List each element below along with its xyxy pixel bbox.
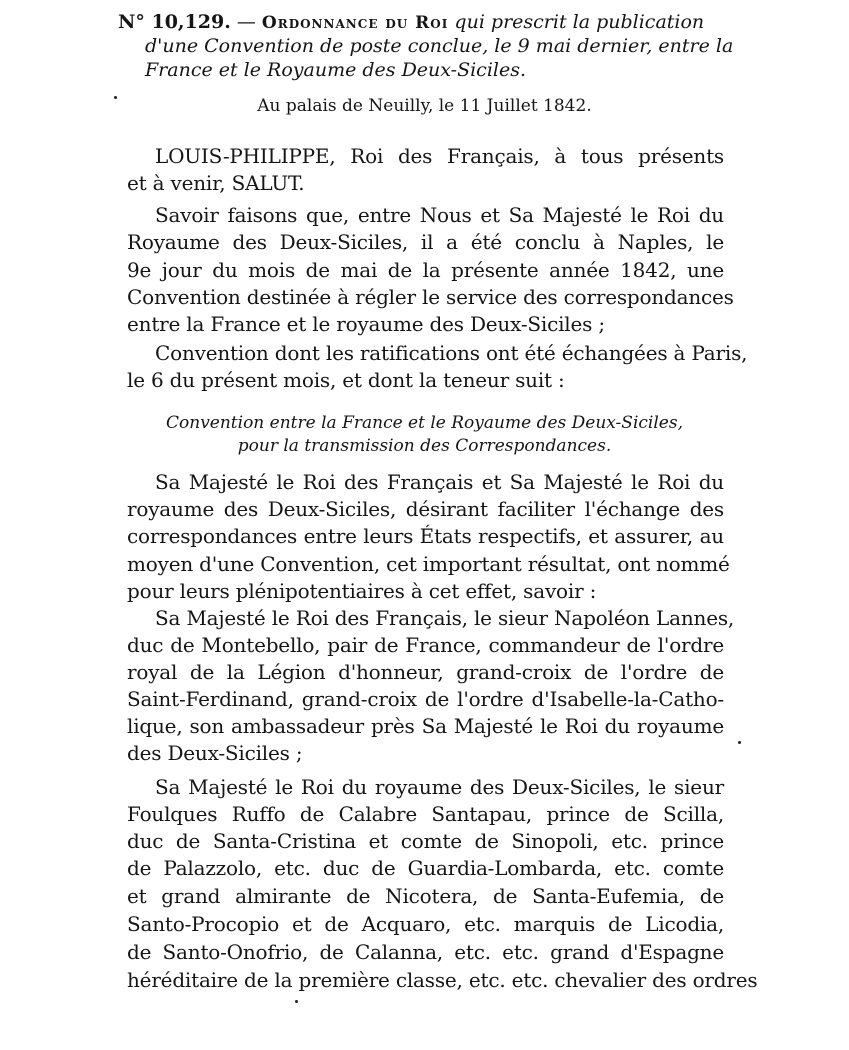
- text-line: de Santo-Onofrio, de Calanna, etc. etc. grand d'Espagne: [127, 940, 724, 964]
- text-line: LOUIS-PHILIPPE, Roi des Français, à tous présents: [155, 144, 724, 168]
- text-line: duc de Montebello, pair de France, commandeur de l'ordre: [127, 633, 724, 657]
- text-line: moyen d'une Convention, cet important résultat, ont nommé: [127, 552, 730, 576]
- text-line: Royaume des Deux-Siciles, il a été conclu à Naples, le: [127, 230, 724, 254]
- text-line: Saint-Ferdinand, grand-croix de l'ordre d'Isabelle-la-Catho-: [127, 687, 724, 711]
- text-line: Foulques Ruffo de Calabre Santapau, prince de Scilla,: [127, 802, 724, 826]
- place-and-date: Au palais de Neuilly, le 11 Juillet 1842.: [257, 96, 592, 116]
- text-line: et à venir, SALUT.: [127, 171, 305, 195]
- text-line: entre la France et le royaume des Deux-Siciles ;: [127, 312, 605, 336]
- ordinance-title-line-3: France et le Royaume des Deux-Siciles.: [145, 59, 527, 81]
- text-line: Santo-Procopio et de Acquaro, etc. marquis de Licodia,: [127, 912, 724, 936]
- ink-speck: [738, 741, 741, 744]
- text-line: lique, son ambassadeur près Sa Majesté le Roi du royaume: [127, 714, 724, 738]
- text-line: royaume des Deux-Siciles, désirant faciliter l'échange des: [127, 497, 724, 521]
- text-line: 9e jour du mois de mai de la présente année 1842, une: [127, 258, 724, 282]
- text-line: Convention destinée à régler le service des correspondances: [127, 285, 734, 309]
- ordinance-title-line-2: d'une Convention de poste conclue, le 9 mai dernier, entre la: [145, 35, 734, 57]
- text-line: le 6 du présent mois, et dont la teneur suit :: [127, 368, 565, 392]
- text-line: pour leurs plénipotentiaires à cet effet, savoir :: [127, 579, 597, 603]
- text-line: correspondances entre leurs États respectifs, et assurer, au: [127, 524, 724, 548]
- text-line: duc de Santa-Cristina et comte de Sinopoli, etc. prince: [127, 829, 724, 853]
- text-line: Sa Majesté le Roi des Français et Sa Majesté le Roi du: [155, 470, 724, 494]
- text-line: de Palazzolo, etc. duc de Guardia-Lombarda, etc. comte: [127, 856, 724, 880]
- title-small-caps: Ordonnance du Roi: [261, 13, 449, 33]
- text-line: héréditaire de la première classe, etc. etc. chevalier des ordres: [127, 968, 758, 992]
- text-line: Convention dont les ratifications ont été échangées à Paris,: [155, 341, 748, 365]
- text-line: et grand almirante de Nicotera, de Santa-Eufemia, de: [127, 884, 724, 908]
- title-line-1-rest: qui prescrit la publication: [448, 11, 705, 33]
- text-line: Sa Majesté le Roi du royaume des Deux-Siciles, le sieur: [155, 775, 724, 799]
- text-line: royal de la Légion d'honneur, grand-croix de l'ordre de: [127, 660, 724, 684]
- text-line: des Deux-Siciles ;: [127, 741, 303, 765]
- ordinance-number: N° 10,129.: [118, 11, 231, 33]
- text-line: Sa Majesté le Roi des Français, le sieur Napoléon Lannes,: [155, 606, 735, 630]
- convention-subtitle-line-2: pour la transmission des Correspondances.: [237, 436, 612, 456]
- convention-subtitle-line-1: Convention entre la France et le Royaume des Deux-Siciles,: [166, 413, 683, 433]
- ink-speck: [295, 1000, 298, 1003]
- ordinance-title-line-1: [118, 10, 730, 35]
- title-dash: —: [230, 11, 262, 33]
- text-line: Savoir faisons que, entre Nous et Sa Majesté le Roi du: [155, 203, 724, 227]
- ink-speck: [114, 96, 117, 99]
